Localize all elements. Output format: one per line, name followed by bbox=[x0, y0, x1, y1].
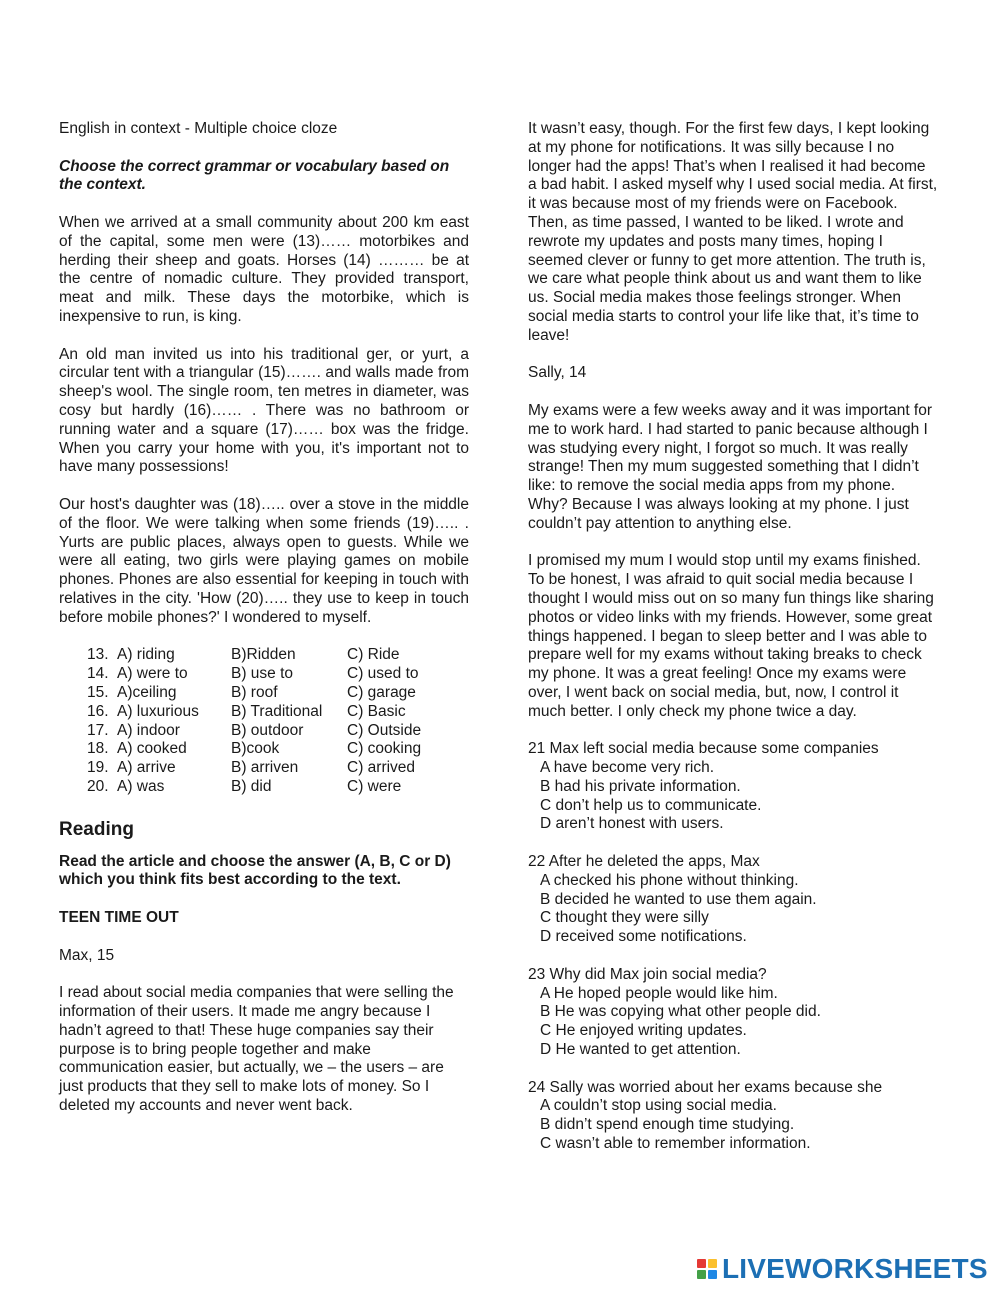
option-b: B)Ridden bbox=[231, 646, 296, 664]
question-23 bbox=[528, 966, 938, 1060]
question-option: A checked his phone without thinking. bbox=[540, 871, 799, 889]
option-a: A) cooked bbox=[117, 740, 187, 758]
reading-instruction: Read the article and choose the answer (A, B, C or D) which you think fits best according to the text. bbox=[59, 852, 451, 889]
question-option: D He wanted to get attention. bbox=[540, 1041, 741, 1059]
option-row bbox=[87, 759, 421, 778]
option-c: C) garage bbox=[347, 683, 416, 701]
question-option: D received some notifications. bbox=[540, 928, 747, 946]
question-option: C thought they were silly bbox=[540, 909, 709, 927]
option-c: C) Basic bbox=[347, 702, 406, 720]
option-number: 20. bbox=[87, 777, 109, 795]
logo-block-red bbox=[697, 1259, 706, 1268]
option-a: A) riding bbox=[117, 646, 175, 664]
question-option: A have become very rich. bbox=[540, 759, 715, 777]
option-row bbox=[87, 646, 421, 665]
option-b: B) Traditional bbox=[231, 702, 323, 720]
option-c: C) used to bbox=[347, 665, 419, 683]
cloze-paragraph-2: An old man invited us into his traditional ger, or yurt, a circular tent with a triangular (15)……. and walls made from sheep's wool. The single room, ten metres in diameter, was cosy but hardly (16)…… . There was no bathroom or running water and a square (17)…… box was the fridge. When you carry your home with you, it's important not to have many possessions! bbox=[59, 345, 469, 476]
worksheet-header: English in context - Multiple choice cloze bbox=[59, 120, 338, 137]
option-b: B) roof bbox=[231, 683, 278, 701]
option-b: B) outdoor bbox=[231, 721, 304, 739]
author-max: Max, 15 bbox=[59, 946, 115, 964]
logo-block-blue bbox=[708, 1270, 717, 1279]
option-c: C) Outside bbox=[347, 721, 422, 739]
liveworksheets-logo[interactable] bbox=[697, 1253, 988, 1285]
option-number: 19. bbox=[87, 759, 109, 777]
option-row bbox=[87, 740, 421, 759]
question-option: B had his private information. bbox=[540, 777, 741, 795]
question-option: B didn’t spend enough time studying. bbox=[540, 1116, 795, 1134]
option-a: A)ceiling bbox=[117, 683, 177, 701]
author-sally: Sally, 14 bbox=[528, 364, 587, 382]
question-option: A couldn’t stop using social media. bbox=[540, 1097, 777, 1115]
question-22 bbox=[528, 853, 938, 947]
question-stem: 21 Max left social media because some companies bbox=[528, 740, 879, 758]
option-a: A) were to bbox=[117, 665, 188, 683]
option-row bbox=[87, 778, 421, 797]
option-number: 16. bbox=[87, 702, 109, 720]
option-c: C) were bbox=[347, 777, 402, 795]
question-stem: 24 Sally was worried about her exams because she bbox=[528, 1078, 883, 1096]
option-number: 13. bbox=[87, 646, 109, 664]
option-a: A) was bbox=[117, 777, 165, 795]
logo-block-green bbox=[697, 1270, 706, 1279]
question-option: C He enjoyed writing updates. bbox=[540, 1022, 747, 1040]
max-paragraph-2: It wasn’t easy, though. For the first few days, I kept looking at my phone for notifications. It was silly because I no longer had the apps! That’s when I realised it had become a bad habit. I asked myself why I used social media. At first, it was because most of my friends were on Facebook. Then, as time passed, I wanted to be liked. I wrote and rewrote my updates and posts many times, hoping I seemed clever or funny to get more attention. The truth is, we care what people think about us and want them to like us. Social media makes those feelings stronger. When social media starts to control your life like that, it’s time to leave! bbox=[528, 120, 938, 344]
question-option: B He was copying what other people did. bbox=[540, 1003, 821, 1021]
question-21 bbox=[528, 740, 938, 834]
question-stem: 22 After he deleted the apps, Max bbox=[528, 853, 760, 871]
right-column bbox=[528, 120, 938, 1173]
option-b: B) arriven bbox=[231, 759, 299, 777]
option-row bbox=[87, 665, 421, 684]
sally-paragraph-2: I promised my mum I would stop until my exams finished. To be honest, I was afraid to quit social media because I thought I would miss out on so many fun things like sharing photos or video links with my friends. However, some great things happened. I began to sleep better and I was able to prepare well for my exams without taking breaks to check my phone. It was a great feeling! Once my exams were over, I went back on social media, but, now, I control it much better. I only check my phone twice a day. bbox=[528, 552, 934, 720]
left-column bbox=[59, 120, 469, 1135]
logo-block-yellow bbox=[708, 1259, 717, 1268]
sally-paragraph-1: My exams were a few weeks away and it was important for me to work hard. I had started to panic because although I was studying every night, I forgot so much. It was really strange! Then my mum suggested something that I didn’t like: to remove the social media apps from my phone. Why? Because I was always looking at my phone. I just couldn’t pay attention to anything else. bbox=[528, 401, 933, 532]
option-number: 18. bbox=[87, 740, 109, 758]
question-option: B decided he wanted to use them again. bbox=[540, 890, 817, 908]
option-a: A) indoor bbox=[117, 721, 180, 739]
option-c: C) cooking bbox=[347, 740, 422, 758]
cloze-instruction: Choose the correct grammar or vocabulary based on the context. bbox=[59, 157, 450, 194]
option-number: 15. bbox=[87, 683, 109, 701]
option-c: C) arrived bbox=[347, 759, 416, 777]
question-option: C don’t help us to communicate. bbox=[540, 796, 762, 814]
cloze-paragraph-1: When we arrived at a small community about 200 km east of the capital, some men were (13)…… motorbikes and herding their sheep and goats. Horses (14) ……… be at the centre of nomadic culture. They provided transport, meat and milk. These days the motorbike, which is inexpensive to run, is king. bbox=[59, 213, 469, 325]
option-row bbox=[87, 722, 421, 741]
logo-text: LIVEWORKSHEETS bbox=[722, 1253, 988, 1284]
option-b: B) use to bbox=[231, 665, 294, 683]
question-option: A He hoped people would like him. bbox=[540, 984, 778, 1002]
max-paragraph-1: I read about social media companies that were selling the information of their users. It made me angry because I hadn’t agreed to that! These huge companies say their purpose is to bring people together and make communication easier, but actually, we – the users – are just products that they sell to make lots of money. So I deleted my accounts and never went back. bbox=[59, 984, 454, 1115]
option-number: 17. bbox=[87, 721, 109, 739]
option-a: A) luxurious bbox=[117, 702, 199, 720]
option-row bbox=[87, 684, 421, 703]
question-stem: 23 Why did Max join social media? bbox=[528, 965, 767, 983]
option-b: B)cook bbox=[231, 740, 280, 758]
question-24 bbox=[528, 1079, 938, 1154]
question-option: C wasn’t able to remember information. bbox=[540, 1135, 811, 1153]
option-number: 14. bbox=[87, 665, 109, 683]
cloze-paragraph-3: Our host's daughter was (18)….. over a stove in the middle of the floor. We were talking when some friends (19)….. . Yurts are public places, always open to guests. While we were all eating, two girls were playing games on mobile phones. Phones are also essential for keeping in touch with relatives in the city. 'How (20)….. they use to keep in touch before mobile phones?' I wondered to myself. bbox=[59, 495, 469, 626]
option-a: A) arrive bbox=[117, 759, 176, 777]
reading-heading: Reading bbox=[59, 818, 134, 840]
article-title: TEEN TIME OUT bbox=[59, 909, 179, 927]
cloze-options-table bbox=[87, 646, 421, 796]
option-b: B) did bbox=[231, 777, 272, 795]
question-option: D aren’t honest with users. bbox=[540, 815, 724, 833]
logo-blocks-icon bbox=[697, 1259, 717, 1279]
option-row bbox=[87, 703, 421, 722]
option-c: C) Ride bbox=[347, 646, 400, 664]
